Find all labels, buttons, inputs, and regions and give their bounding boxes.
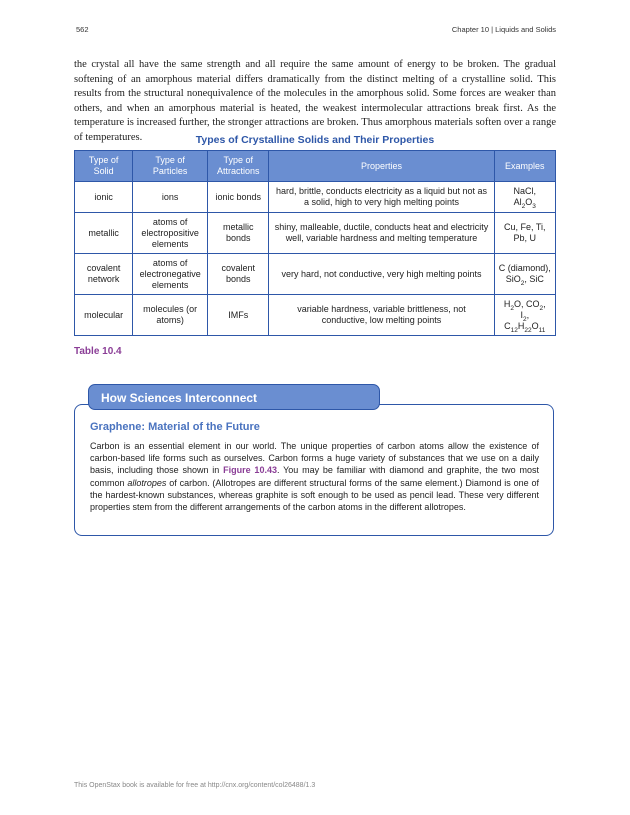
- cell-properties: shiny, malleable, ductile, conducts heat and electricity well, variable hardness and melting temperature: [269, 213, 494, 254]
- header-examples: Examples: [494, 151, 555, 182]
- table-row: [75, 182, 556, 213]
- cell-type: ionic: [75, 182, 133, 213]
- cell-attractions: metallic bonds: [208, 213, 269, 254]
- table-caption: Table 10.4: [74, 346, 122, 357]
- cell-attractions: IMFs: [208, 295, 269, 336]
- chapter-header: Chapter 10 | Liquids and Solids: [451, 25, 556, 34]
- cell-type: covalent network: [75, 254, 133, 295]
- cell-examples: C (diamond), SiO$_2$, SiC: [494, 254, 555, 295]
- cell-properties: variable hardness, variable brittleness, not conductive, low melting points: [269, 295, 494, 336]
- cell-type: molecular: [75, 295, 133, 336]
- cell-attractions: ionic bonds: [208, 182, 269, 213]
- feature-tab-title: How Sciences Interconnect: [88, 384, 380, 410]
- cell-particles: atoms of electropositive elements: [133, 213, 208, 254]
- table-header-row: [75, 151, 556, 182]
- header-properties: Properties: [269, 151, 494, 182]
- cell-examples: NaCl, $Al_2O_3$: [494, 182, 555, 213]
- feature-subtitle: Graphene: Material of the Future: [90, 421, 260, 433]
- cell-properties: very hard, not conductive, very high melting points: [269, 254, 494, 295]
- page-number: 562: [76, 25, 89, 34]
- table-row: [75, 295, 556, 336]
- cell-examples: Cu, Fe, Ti, Pb, U: [494, 213, 555, 254]
- cell-attractions: covalent bonds: [208, 254, 269, 295]
- feature-body: Carbon is an essential element in our world. The unique properties of carbon atoms allow the existence of carbon-based life forms such as ourselves. Carbon forms a huge variety of substances that we use on a daily basis, including those shown in Figure 10.43. You may be familiar with diamond and graphite, the two most common allotropes of carbon. (Allotropes are different structural forms of the same element.) Diamond is one of the hardest-known substances, whereas graphite is soft enough to be used as pencil lead. These very different properties stem from the different arrangements of the carbon atoms in the different allotropes.: [90, 441, 540, 513]
- header-type-of-particles: Type of Particles: [133, 151, 208, 182]
- table-row: [75, 213, 556, 254]
- cell-properties: hard, brittle, conducts electricity as a liquid but not as a solid, high to very high melting points: [269, 182, 494, 213]
- cell-type: metallic: [75, 213, 133, 254]
- figure-link[interactable]: Figure 10.43: [223, 465, 277, 476]
- crystalline-solids-table: [74, 150, 556, 336]
- table-row: [75, 254, 556, 295]
- table-title: Types of Crystalline Solids and Their Properties: [195, 134, 435, 146]
- footer-note: This OpenStax book is available for free at http://cnx.org/content/col26488/1.3: [74, 782, 316, 789]
- cell-particles: ions: [133, 182, 208, 213]
- header-type-of-solid: Type of Solid: [75, 151, 133, 182]
- header-type-of-attractions: Type of Attractions: [208, 151, 269, 182]
- cell-examples: $H_2O$, $CO_2$, $I_2$, $C_{12}H_{22}O_{11}$: [494, 295, 555, 336]
- cell-particles: atoms of electronegative elements: [133, 254, 208, 295]
- intro-paragraph: the crystal all have the same strength and all require the same amount of energy to be broken. The gradual softening of an amorphous material differs dramatically from the distinct melting of a crystalline solid. This results from the structural nonequivalence of the molecules in the amorphous solid. Some forces are weaker than others, and when an amorphous material is heated, the weakest intermolecular attractions break first. As the temperature is increased further, the stronger attractions are broken. Thus amorphous materials soften over a range of temperatures.: [74, 59, 556, 143]
- cell-particles: molecules (or atoms): [133, 295, 208, 336]
